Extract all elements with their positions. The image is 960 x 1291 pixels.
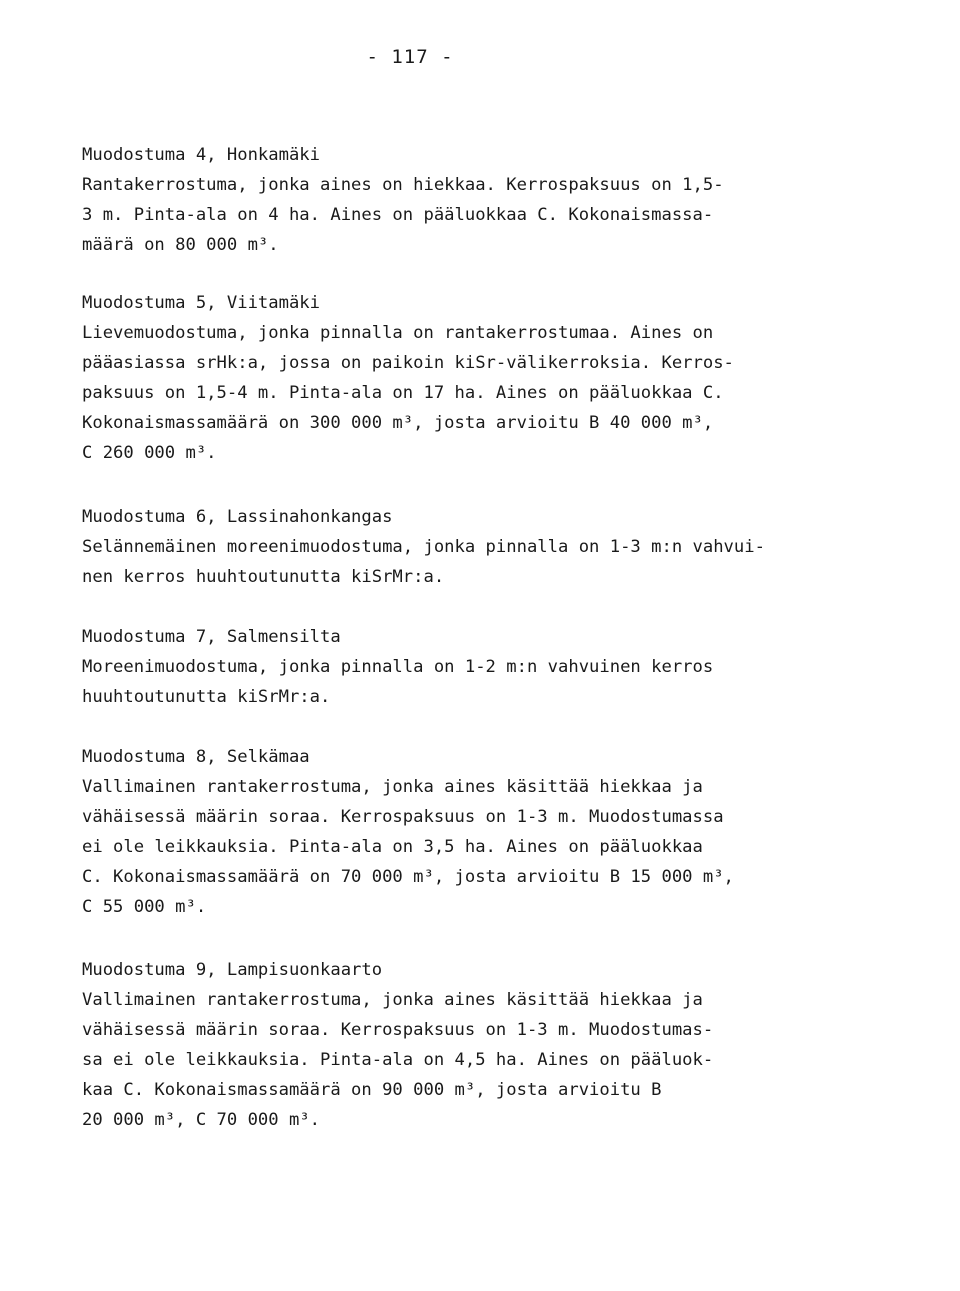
section-muodostuma-5 <box>82 288 932 468</box>
section-heading: Muodostuma 5, Viitamäki <box>82 293 320 313</box>
body-line: Vallimainen rantakerrostuma, jonka aines käsittää hiekkaa ja <box>82 990 703 1010</box>
section-heading: Muodostuma 7, Salmensilta <box>82 627 341 647</box>
body-line: Lievemuodostuma, jonka pinnalla on rantakerrostumaa. Aines on <box>82 323 714 343</box>
body-line: huuhtoutunutta kiSrMr:a. <box>82 687 331 707</box>
body-line: sa ei ole leikkauksia. Pinta-ala on 4,5 ha. Aines on pääluok- <box>82 1050 714 1070</box>
section-muodostuma-6 <box>82 502 932 592</box>
body-line: vähäisessä määrin soraa. Kerrospaksuus on 1-3 m. Muodostumassa <box>82 807 724 827</box>
section-heading: Muodostuma 9, Lampisuonkaarto <box>82 960 383 980</box>
page-number: - 117 - <box>366 46 454 68</box>
body-line: Moreenimuodostuma, jonka pinnalla on 1-2 m:n vahvuinen kerros <box>82 657 714 677</box>
body-line: ei ole leikkauksia. Pinta-ala on 3,5 ha. Aines on pääluokkaa <box>82 837 703 857</box>
body-line: 20 000 m³, C 70 000 m³. <box>82 1110 320 1130</box>
body-line: pääasiassa srHk:a, jossa on paikoin kiSr-välikerroksia. Kerros- <box>82 353 734 373</box>
body-line: Kokonaismassamäärä on 300 000 m³, josta arvioitu B 40 000 m³, <box>82 413 714 433</box>
body-line: Rantakerrostuma, jonka aines on hiekkaa. Kerrospaksuus on 1,5- <box>82 175 724 195</box>
section-heading: Muodostuma 4, Honkamäki <box>82 145 320 165</box>
section-muodostuma-4 <box>82 140 932 260</box>
section-heading: Muodostuma 6, Lassinahonkangas <box>82 507 393 527</box>
section-muodostuma-9 <box>82 955 932 1135</box>
body-line: paksuus on 1,5-4 m. Pinta-ala on 17 ha. Aines on pääluokkaa C. <box>82 383 724 403</box>
body-line: määrä on 80 000 m³. <box>82 235 279 255</box>
body-line: C. Kokonaismassamäärä on 70 000 m³, josta arvioitu B 15 000 m³, <box>82 867 734 887</box>
section-heading: Muodostuma 8, Selkämaa <box>82 747 310 767</box>
body-line: kaa C. Kokonaismassamäärä on 90 000 m³, josta arvioitu B <box>82 1080 662 1100</box>
section-muodostuma-7 <box>82 622 932 712</box>
body-line: C 260 000 m³. <box>82 443 217 463</box>
section-muodostuma-8 <box>82 742 932 922</box>
body-line: vähäisessä määrin soraa. Kerrospaksuus on 1-3 m. Muodostumas- <box>82 1020 714 1040</box>
body-line: C 55 000 m³. <box>82 897 207 917</box>
body-line: 3 m. Pinta-ala on 4 ha. Aines on pääluokkaa C. Kokonaismassa- <box>82 205 714 225</box>
body-line: nen kerros huuhtoutunutta kiSrMr:a. <box>82 567 445 587</box>
body-line: Selännemäinen moreenimuodostuma, jonka pinnalla on 1-3 m:n vahvui- <box>82 537 765 557</box>
body-line: Vallimainen rantakerrostuma, jonka aines käsittää hiekkaa ja <box>82 777 703 797</box>
